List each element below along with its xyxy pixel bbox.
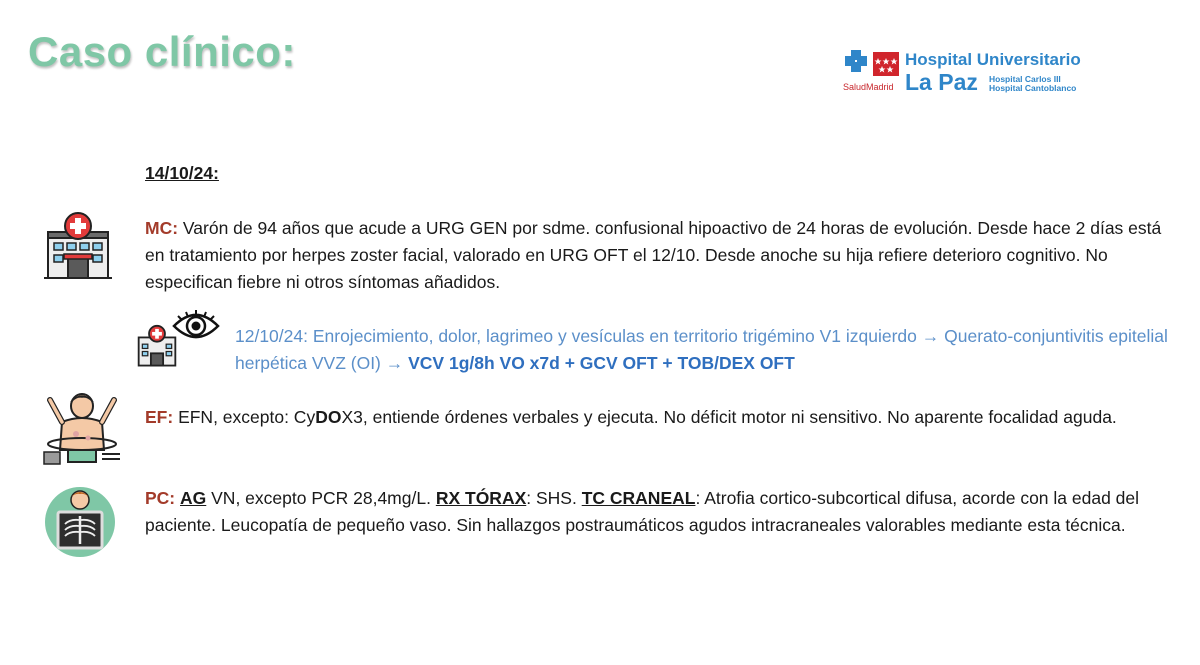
pc-tc-craneal: TC CRANEAL [581, 488, 696, 508]
hospital-sub1: Hospital Carlos III [989, 74, 1061, 84]
oft-paragraph [235, 323, 1180, 377]
pc-text-3: : Atrofia cortico-subcortical difusa, acorde con la edad del paciente. Leucopatía de pequeño vaso. Sin hallazgos postraumáticos agudos intracraneales valorables mediante esta técnica. [145, 488, 1140, 535]
hospital-name-line2: La Paz [905, 69, 978, 95]
hospital-name-line1: Hospital Universitario [905, 50, 1081, 69]
ef-do: DO [315, 407, 342, 427]
salud-madrid-label: SaludMadrid [843, 82, 894, 92]
pc-text-2: : SHS. [526, 488, 582, 508]
mc-paragraph [145, 215, 1175, 296]
ef-paragraph [145, 404, 1175, 431]
pc-paragraph [145, 485, 1180, 539]
mc-text: Varón de 94 años que acude a URG GEN por sdme. confusional hipoactivo de 24 horas de evolución. Desde hace 2 días está en tratamiento por herpes zoster facial, valorado en URG OFT el 12/10. Desde anoche su hija refiere deterioro cognitivo. No especifican fiebre ni otros síntomas añadidos. [145, 218, 1162, 292]
slide-title: Caso clínico: [28, 28, 296, 75]
salud-madrid-emblem-icon [843, 50, 903, 82]
hospital-sub2: Hospital Cantoblanco [989, 83, 1077, 93]
physical-exam-icon [42, 392, 122, 466]
arrow-right-icon: → [385, 353, 404, 373]
hospital-sublabels [989, 75, 1076, 93]
oft-text-part2: Querato-conjuntivitis epitelial herpética VVZ (OI) [235, 326, 1168, 373]
arrow-right-icon: → [921, 326, 940, 346]
pc-rx-torax: RX TÓRAX [435, 488, 527, 508]
oft-treatment: VCV 1g/8h VO x7d + GCV OFT + TOB/DEX OFT [403, 353, 795, 373]
mc-label: MC: [145, 218, 179, 238]
xray-doctor-icon [44, 486, 116, 558]
oft-text-part1: 12/10/24: Enrojecimiento, dolor, lagrimeo y vesículas en territorio trigémino V1 izquierdo [235, 326, 922, 346]
ef-text-2: X3, entiende órdenes verbales y ejecuta. No déficit motor ni sensitivo. No aparente focalidad aguda. [341, 407, 1117, 427]
hospital-building-icon [42, 210, 114, 282]
eye-icon [172, 310, 220, 342]
ef-text-1: EFN, excepto: Cy [173, 407, 316, 427]
ef-label: EF: [145, 407, 174, 427]
hospital-logo [843, 50, 1093, 96]
pc-label: PC: [145, 488, 176, 508]
case-date: 14/10/24: [145, 163, 219, 183]
pc-text-1: VN, excepto PCR 28,4mg/L. [206, 488, 436, 508]
pc-ag: AG [180, 488, 207, 508]
